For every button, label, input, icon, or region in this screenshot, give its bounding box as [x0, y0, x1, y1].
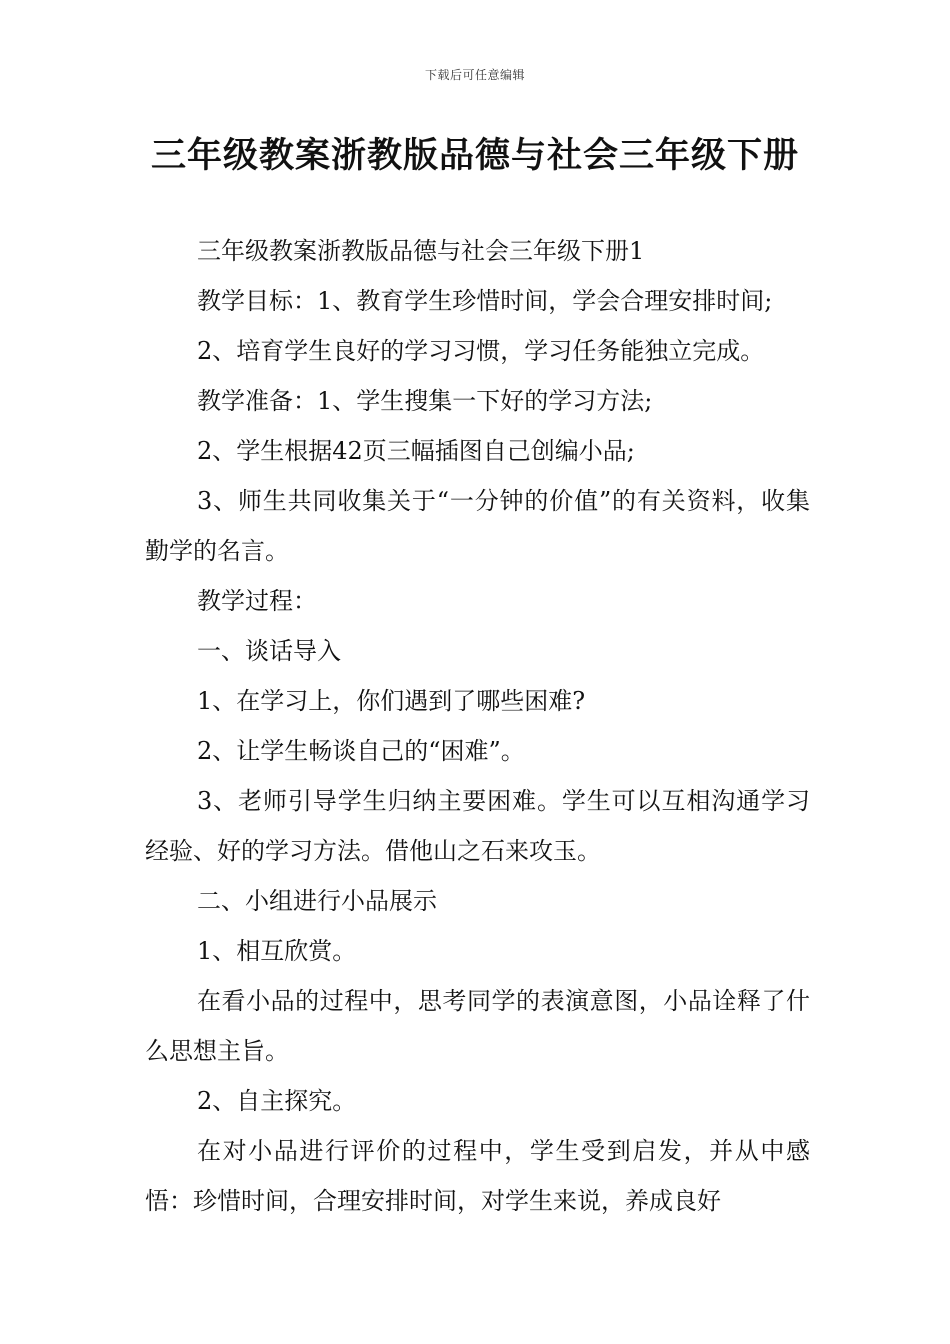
paragraph: 2、让学生畅谈自己的“困难”。 — [197, 737, 525, 765]
document-body — [145, 226, 810, 1226]
header-note: 下载后可任意编辑 — [424, 68, 525, 82]
document-title: 三年级教案浙教版品德与社会三年级下册 — [150, 136, 799, 176]
paragraph: 教学目标：1、教育学生珍惜时间，学会合理安排时间; — [197, 287, 773, 315]
paragraph: 2、自主探究。 — [197, 1087, 357, 1115]
paragraph: 在对小品进行评价的过程中，学生受到启发，并从中感悟：珍惜时间，合理安排时间，对学生来说，养成良好 — [145, 1137, 810, 1215]
paragraph: 教学准备：1、学生搜集一下好的学习方法; — [197, 387, 653, 415]
paragraph: 三年级教案浙教版品德与社会三年级下册1 — [197, 237, 645, 265]
paragraph: 3、老师引导学生归纳主要困难。学生可以互相沟通学习经验、好的学习方法。借他山之石来攻玉。 — [145, 787, 810, 865]
paragraph: 2、培育学生良好的学习习惯，学习任务能独立完成。 — [197, 337, 765, 365]
paragraph: 在看小品的过程中，思考同学的表演意图，小品诠释了什么思想主旨。 — [145, 987, 810, 1065]
paragraph: 1、相互欣赏。 — [197, 937, 357, 965]
paragraph: 3、师生共同收集关于“一分钟的价值”的有关资料，收集勤学的名言。 — [145, 487, 810, 565]
paragraph: 二、小组进行小品展示 — [197, 887, 437, 915]
paragraph: 2、学生根据42页三幅插图自己创编小品; — [197, 437, 635, 465]
paragraph: 一、谈话导入 — [197, 637, 341, 665]
paragraph: 教学过程： — [197, 587, 317, 615]
paragraph: 1、在学习上，你们遇到了哪些困难? — [197, 687, 586, 715]
